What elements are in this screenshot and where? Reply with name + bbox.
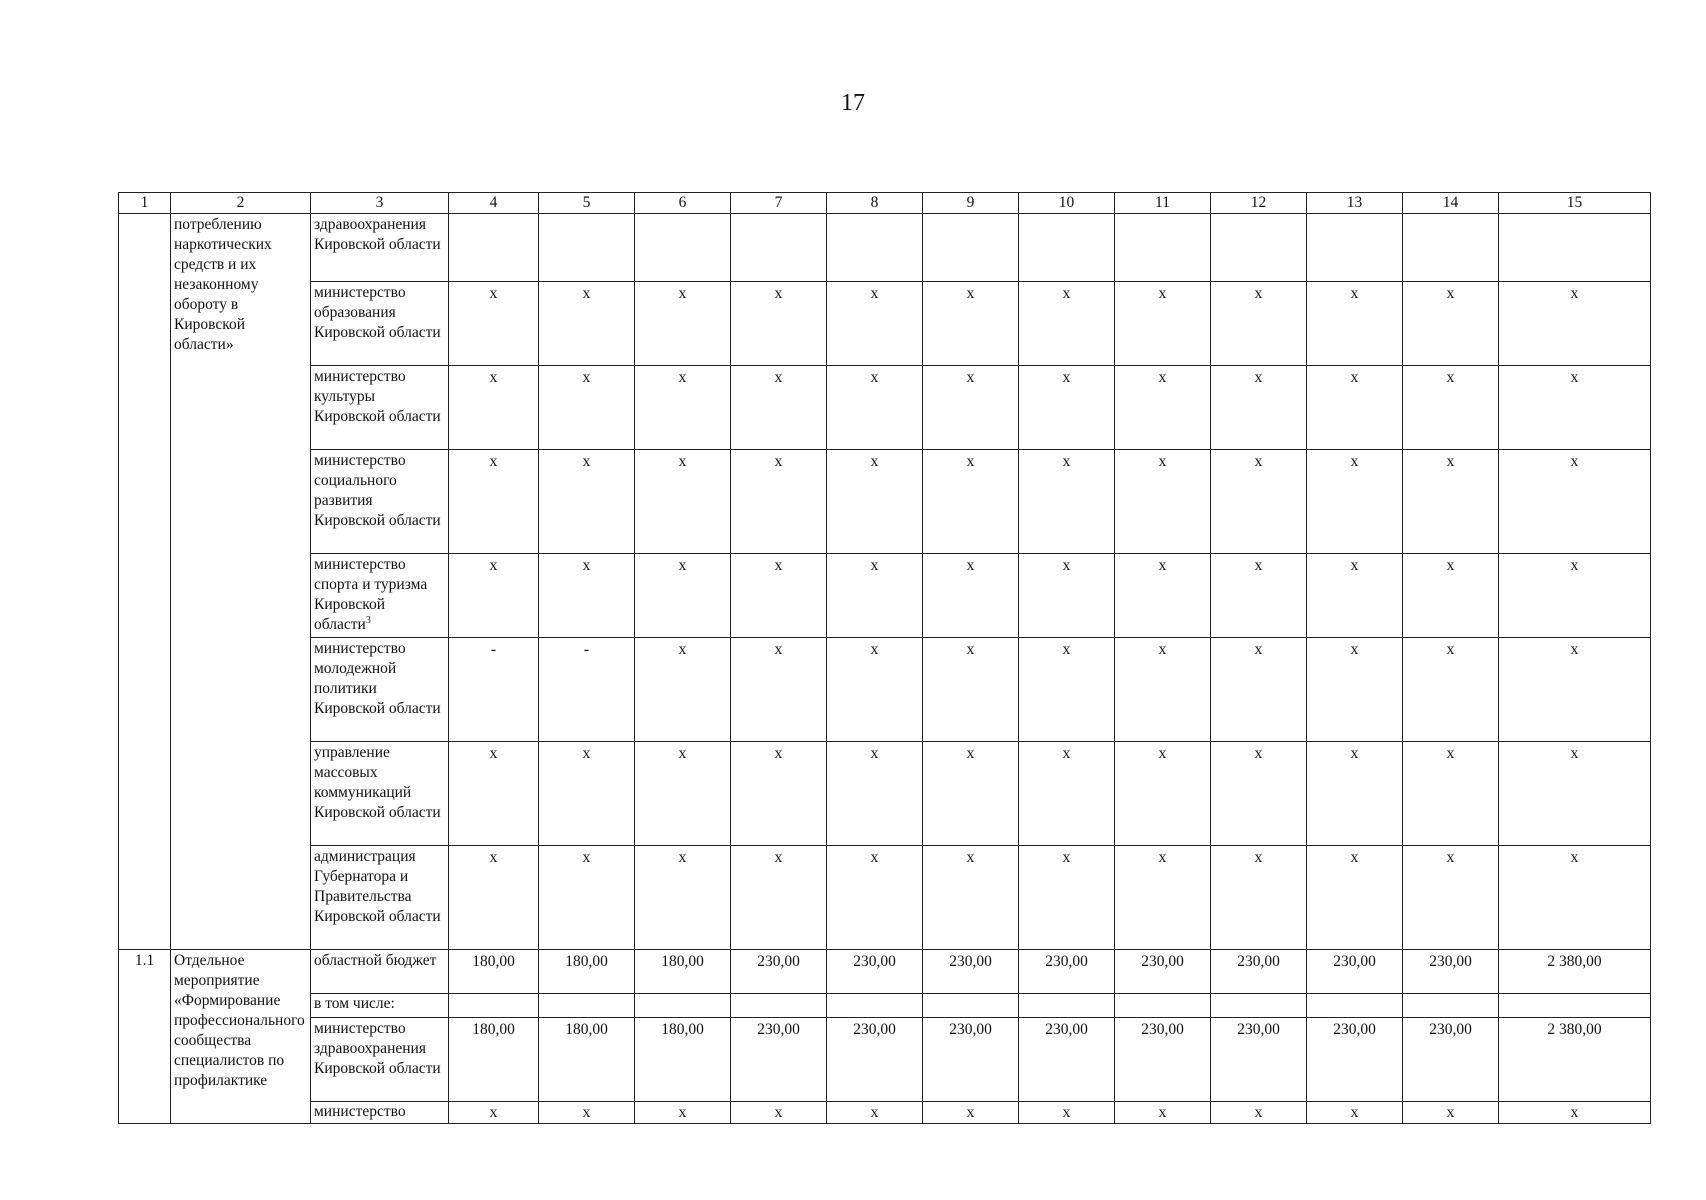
value-cell: x bbox=[449, 846, 539, 950]
value-cell: x bbox=[1307, 554, 1403, 638]
value-cell: 180,00 bbox=[449, 950, 539, 994]
column-number: 12 bbox=[1211, 193, 1307, 214]
value-cell: x bbox=[1499, 282, 1651, 366]
value-cell: 230,00 bbox=[827, 1018, 923, 1102]
table-row bbox=[119, 638, 1651, 742]
value-cell bbox=[539, 214, 635, 282]
table-row bbox=[119, 554, 1651, 638]
executor-cell: министерство молодежной политики Кировской области bbox=[311, 638, 449, 742]
value-cell: x bbox=[923, 742, 1019, 846]
value-cell: 230,00 bbox=[1115, 1018, 1211, 1102]
value-cell: x bbox=[539, 554, 635, 638]
value-cell: x bbox=[1019, 1102, 1115, 1124]
column-number: 2 bbox=[171, 193, 311, 214]
value-cell: x bbox=[731, 366, 827, 450]
value-cell: x bbox=[449, 1102, 539, 1124]
value-cell: x bbox=[1307, 282, 1403, 366]
value-cell: x bbox=[731, 282, 827, 366]
value-cell bbox=[1211, 214, 1307, 282]
event-name-cell: Отдельное мероприятие «Формирование профессионального сообщества специалистов по профилактике bbox=[171, 950, 311, 1124]
value-cell: x bbox=[1499, 450, 1651, 554]
value-cell bbox=[539, 994, 635, 1018]
value-cell bbox=[1499, 214, 1651, 282]
value-cell: x bbox=[731, 1102, 827, 1124]
value-cell: x bbox=[539, 846, 635, 950]
column-number: 5 bbox=[539, 193, 635, 214]
value-cell: x bbox=[539, 366, 635, 450]
value-cell: x bbox=[827, 846, 923, 950]
value-cell: x bbox=[635, 282, 731, 366]
column-number: 9 bbox=[923, 193, 1019, 214]
executor-cell: министерство bbox=[311, 1102, 449, 1124]
value-cell: x bbox=[1499, 366, 1651, 450]
value-cell: x bbox=[1115, 846, 1211, 950]
value-cell: x bbox=[635, 742, 731, 846]
value-cell: 230,00 bbox=[923, 1018, 1019, 1102]
column-number: 14 bbox=[1403, 193, 1499, 214]
table-body bbox=[119, 193, 1651, 1124]
value-cell: 230,00 bbox=[731, 950, 827, 994]
value-cell: x bbox=[1307, 742, 1403, 846]
value-cell: x bbox=[1211, 554, 1307, 638]
value-cell: - bbox=[449, 638, 539, 742]
value-cell: 230,00 bbox=[1211, 1018, 1307, 1102]
value-cell: x bbox=[923, 450, 1019, 554]
value-cell: x bbox=[1115, 554, 1211, 638]
table-row bbox=[119, 994, 1651, 1018]
column-number: 1 bbox=[119, 193, 171, 214]
table-row bbox=[119, 1102, 1651, 1124]
executor-cell: администрация Губернатора и Правительства Кировской области bbox=[311, 846, 449, 950]
value-cell: x bbox=[1019, 638, 1115, 742]
value-cell: 230,00 bbox=[1307, 950, 1403, 994]
value-cell: x bbox=[449, 450, 539, 554]
value-cell: x bbox=[923, 554, 1019, 638]
value-cell: 180,00 bbox=[449, 1018, 539, 1102]
executor-cell: в том числе: bbox=[311, 994, 449, 1018]
value-cell: 230,00 bbox=[1019, 1018, 1115, 1102]
value-cell: x bbox=[1403, 846, 1499, 950]
value-cell bbox=[1115, 214, 1211, 282]
value-cell: x bbox=[1019, 450, 1115, 554]
value-cell: 180,00 bbox=[539, 1018, 635, 1102]
value-cell: x bbox=[731, 554, 827, 638]
column-number: 4 bbox=[449, 193, 539, 214]
value-cell: x bbox=[539, 742, 635, 846]
value-cell: 2 380,00 bbox=[1499, 950, 1651, 994]
value-cell: x bbox=[827, 282, 923, 366]
table-row bbox=[119, 742, 1651, 846]
value-cell: x bbox=[1307, 366, 1403, 450]
value-cell bbox=[827, 994, 923, 1018]
table-row bbox=[119, 950, 1651, 994]
value-cell: x bbox=[1019, 554, 1115, 638]
value-cell: 230,00 bbox=[1019, 950, 1115, 994]
page-number: 17 bbox=[841, 90, 865, 116]
value-cell: x bbox=[1115, 282, 1211, 366]
column-number: 6 bbox=[635, 193, 731, 214]
value-cell: x bbox=[1403, 366, 1499, 450]
value-cell: 230,00 bbox=[1403, 950, 1499, 994]
value-cell: x bbox=[827, 638, 923, 742]
value-cell: - bbox=[539, 638, 635, 742]
value-cell: x bbox=[731, 450, 827, 554]
table-row bbox=[119, 846, 1651, 950]
value-cell bbox=[1019, 994, 1115, 1018]
value-cell: x bbox=[1211, 450, 1307, 554]
value-cell: x bbox=[1499, 1102, 1651, 1124]
value-cell: x bbox=[1307, 450, 1403, 554]
value-cell: x bbox=[1499, 554, 1651, 638]
value-cell bbox=[1115, 994, 1211, 1018]
column-number: 10 bbox=[1019, 193, 1115, 214]
value-cell: x bbox=[1403, 1102, 1499, 1124]
value-cell: x bbox=[923, 638, 1019, 742]
value-cell bbox=[731, 214, 827, 282]
value-cell: x bbox=[635, 450, 731, 554]
value-cell: 230,00 bbox=[1211, 950, 1307, 994]
value-cell: x bbox=[1211, 366, 1307, 450]
value-cell: x bbox=[635, 1102, 731, 1124]
value-cell: x bbox=[827, 450, 923, 554]
value-cell: 230,00 bbox=[731, 1018, 827, 1102]
value-cell: x bbox=[449, 282, 539, 366]
program-name-cell: потреблению наркотических средств и их незаконному обороту в Кировской области» bbox=[171, 214, 311, 950]
value-cell: 180,00 bbox=[635, 950, 731, 994]
value-cell: x bbox=[731, 742, 827, 846]
executor-cell: управление массовых коммуникаций Кировской области bbox=[311, 742, 449, 846]
value-cell bbox=[449, 994, 539, 1018]
value-cell: x bbox=[1499, 638, 1651, 742]
value-cell: 2 380,00 bbox=[1499, 1018, 1651, 1102]
value-cell: 230,00 bbox=[1307, 1018, 1403, 1102]
value-cell: x bbox=[827, 366, 923, 450]
value-cell bbox=[923, 214, 1019, 282]
value-cell bbox=[635, 214, 731, 282]
value-cell: x bbox=[827, 742, 923, 846]
value-cell: x bbox=[1307, 1102, 1403, 1124]
value-cell: x bbox=[635, 366, 731, 450]
value-cell: x bbox=[923, 1102, 1019, 1124]
executor-cell: министерство социального развития Кировской области bbox=[311, 450, 449, 554]
value-cell: x bbox=[1115, 1102, 1211, 1124]
value-cell: x bbox=[1403, 450, 1499, 554]
footnote-mark: 3 bbox=[365, 614, 371, 626]
value-cell: x bbox=[1307, 846, 1403, 950]
value-cell: x bbox=[1019, 742, 1115, 846]
column-number-header-row bbox=[119, 193, 1651, 214]
value-cell bbox=[1307, 214, 1403, 282]
value-cell: x bbox=[731, 638, 827, 742]
value-cell: x bbox=[1115, 742, 1211, 846]
value-cell bbox=[1403, 214, 1499, 282]
value-cell: x bbox=[1211, 1102, 1307, 1124]
value-cell: x bbox=[923, 366, 1019, 450]
column-number: 8 bbox=[827, 193, 923, 214]
value-cell: x bbox=[449, 366, 539, 450]
executor-cell: министерство культуры Кировской области bbox=[311, 366, 449, 450]
value-cell: x bbox=[1211, 638, 1307, 742]
value-cell: x bbox=[449, 742, 539, 846]
value-cell bbox=[449, 214, 539, 282]
value-cell bbox=[731, 994, 827, 1018]
column-number: 3 bbox=[311, 193, 449, 214]
value-cell: x bbox=[539, 450, 635, 554]
executor-text: министерство спорта и туризма Кировской области bbox=[314, 556, 428, 633]
column-number: 7 bbox=[731, 193, 827, 214]
value-cell: x bbox=[1019, 366, 1115, 450]
value-cell: x bbox=[827, 554, 923, 638]
funding-table bbox=[118, 192, 1651, 1124]
funding-table-container bbox=[118, 192, 1650, 1124]
table-row bbox=[119, 214, 1651, 282]
table-row bbox=[119, 450, 1651, 554]
value-cell bbox=[1019, 214, 1115, 282]
value-cell bbox=[1499, 994, 1651, 1018]
program-index-cell bbox=[119, 214, 171, 950]
value-cell: x bbox=[1115, 450, 1211, 554]
value-cell bbox=[635, 994, 731, 1018]
event-index-cell: 1.1 bbox=[119, 950, 171, 1124]
executor-cell: министерство здравоохранения Кировской области bbox=[311, 1018, 449, 1102]
value-cell: 230,00 bbox=[827, 950, 923, 994]
value-cell: 230,00 bbox=[1403, 1018, 1499, 1102]
table-row bbox=[119, 366, 1651, 450]
value-cell: x bbox=[539, 282, 635, 366]
value-cell: x bbox=[635, 846, 731, 950]
executor-cell: здравоохранения Кировской области bbox=[311, 214, 449, 282]
value-cell: 180,00 bbox=[635, 1018, 731, 1102]
value-cell: x bbox=[1019, 282, 1115, 366]
executor-cell: министерство образования Кировской области bbox=[311, 282, 449, 366]
value-cell: x bbox=[1499, 846, 1651, 950]
value-cell: x bbox=[923, 282, 1019, 366]
executor-cell bbox=[311, 554, 449, 638]
column-number: 11 bbox=[1115, 193, 1211, 214]
value-cell: x bbox=[1115, 366, 1211, 450]
value-cell: x bbox=[635, 638, 731, 742]
value-cell: x bbox=[1115, 638, 1211, 742]
value-cell bbox=[1307, 994, 1403, 1018]
value-cell: x bbox=[1211, 846, 1307, 950]
value-cell: 180,00 bbox=[539, 950, 635, 994]
value-cell: 230,00 bbox=[1115, 950, 1211, 994]
value-cell: x bbox=[449, 554, 539, 638]
value-cell bbox=[1211, 994, 1307, 1018]
value-cell: x bbox=[1403, 742, 1499, 846]
table-row bbox=[119, 1018, 1651, 1102]
value-cell: x bbox=[1499, 742, 1651, 846]
value-cell: x bbox=[923, 846, 1019, 950]
value-cell bbox=[923, 994, 1019, 1018]
value-cell: x bbox=[1211, 282, 1307, 366]
value-cell: x bbox=[1019, 846, 1115, 950]
value-cell: x bbox=[539, 1102, 635, 1124]
value-cell bbox=[1403, 994, 1499, 1018]
value-cell: x bbox=[1403, 282, 1499, 366]
value-cell: x bbox=[1403, 638, 1499, 742]
value-cell: x bbox=[827, 1102, 923, 1124]
table-row bbox=[119, 282, 1651, 366]
value-cell: 230,00 bbox=[923, 950, 1019, 994]
value-cell bbox=[827, 214, 923, 282]
column-number: 13 bbox=[1307, 193, 1403, 214]
column-number: 15 bbox=[1499, 193, 1651, 214]
value-cell: x bbox=[1211, 742, 1307, 846]
value-cell: x bbox=[1403, 554, 1499, 638]
value-cell: x bbox=[635, 554, 731, 638]
executor-cell: областной бюджет bbox=[311, 950, 449, 994]
value-cell: x bbox=[731, 846, 827, 950]
value-cell: x bbox=[1307, 638, 1403, 742]
